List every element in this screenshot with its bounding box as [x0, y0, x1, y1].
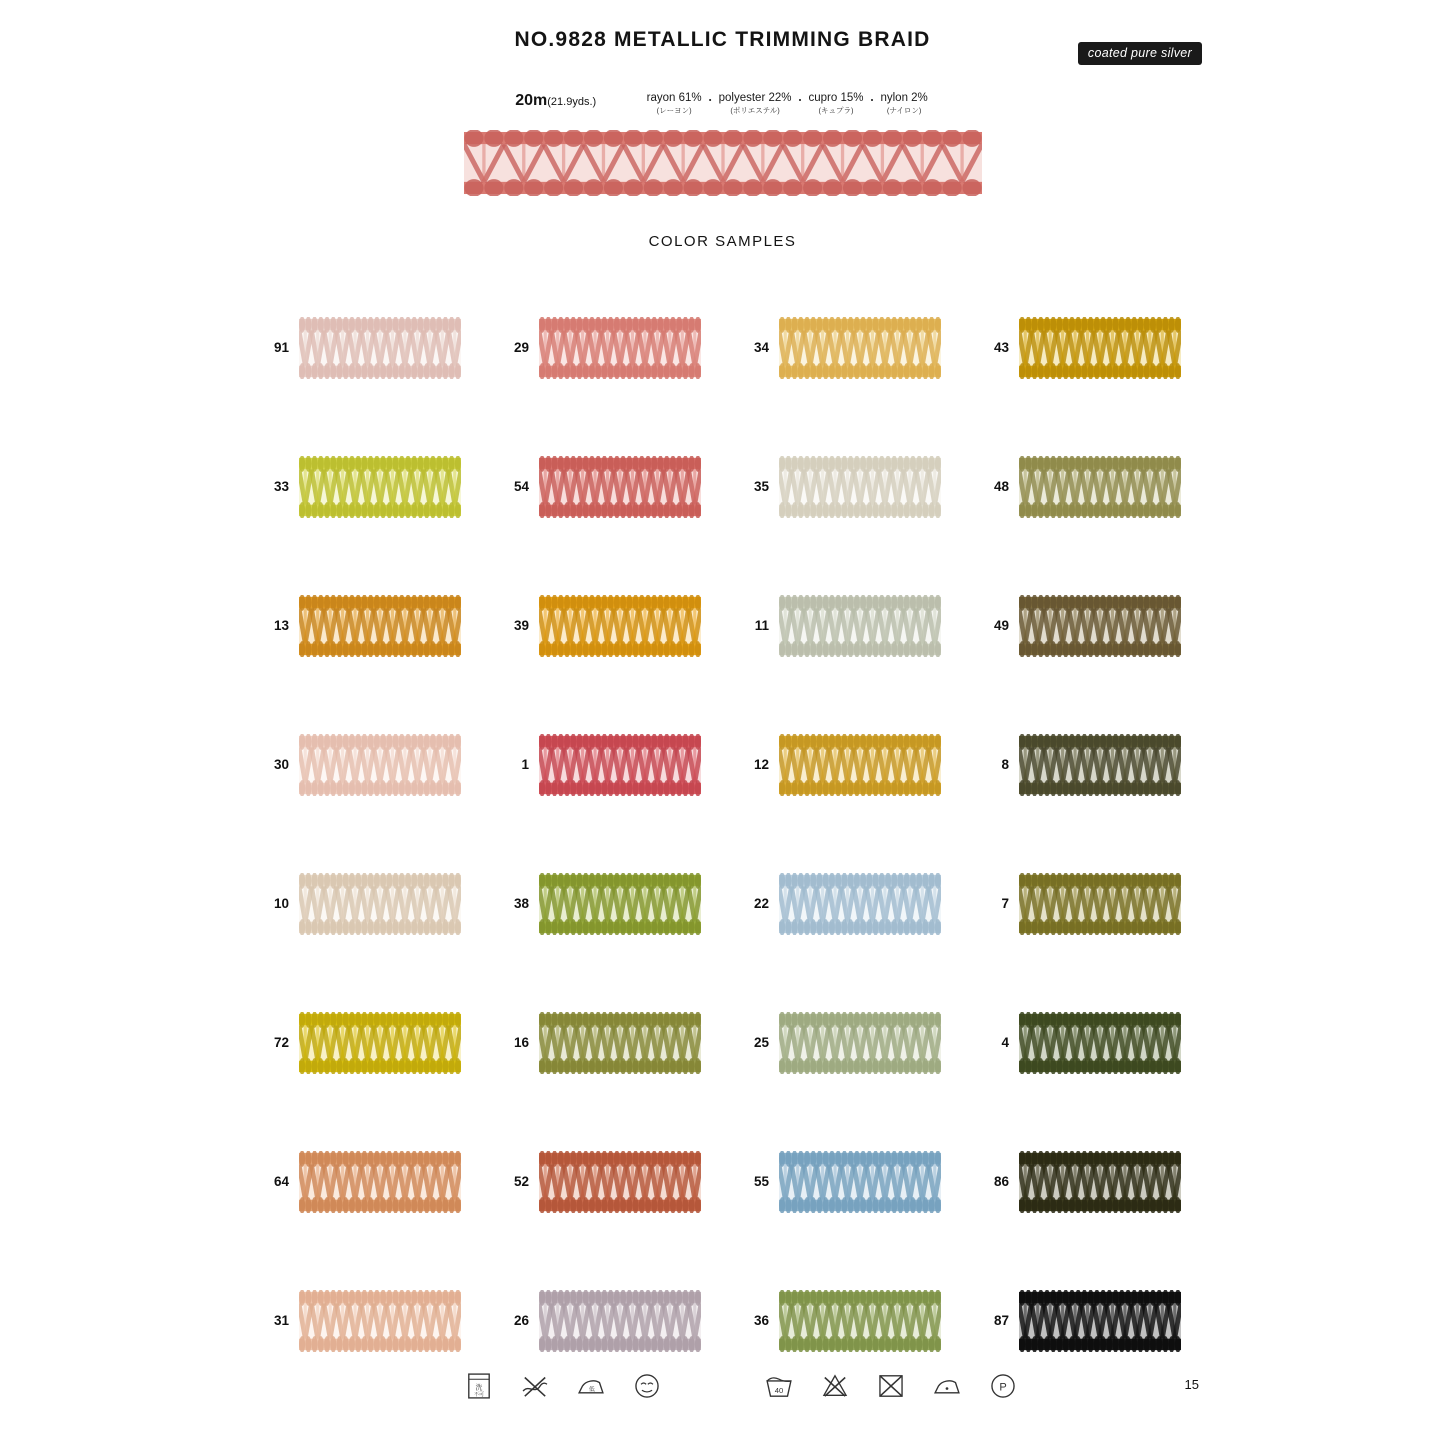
color-code-label: 55	[753, 1174, 769, 1189]
care-group-left	[462, 1369, 664, 1403]
color-code-label: 10	[273, 896, 289, 911]
color-swatch	[779, 456, 941, 518]
page-number: 15	[1184, 1377, 1199, 1392]
color-sample-72[interactable]	[243, 973, 483, 1112]
composition-name-jp: (ナイロン)	[886, 106, 922, 115]
color-sample-8[interactable]	[963, 695, 1203, 834]
color-swatch	[539, 1290, 701, 1352]
color-code-label: 8	[1001, 757, 1009, 772]
color-sample-49[interactable]	[963, 556, 1203, 695]
composition-name: polyester 22%	[718, 92, 792, 104]
color-code-label: 25	[753, 1035, 769, 1050]
color-sample-13[interactable]	[243, 556, 483, 695]
composition-separator: ・	[704, 95, 716, 107]
color-code-label: 87	[993, 1313, 1009, 1328]
color-code-label: 33	[273, 479, 289, 494]
color-code-label: 30	[273, 757, 289, 772]
color-sample-row	[243, 556, 1203, 695]
color-sample-29[interactable]	[483, 278, 723, 417]
color-code-label: 4	[1001, 1035, 1009, 1050]
color-code-label: 22	[753, 896, 769, 911]
color-sample-38[interactable]	[483, 834, 723, 973]
color-sample-48[interactable]	[963, 417, 1203, 556]
composition-item	[808, 92, 863, 116]
color-sample-34[interactable]	[723, 278, 963, 417]
care-group-right	[762, 1369, 1020, 1403]
color-sample-86[interactable]	[963, 1112, 1203, 1251]
color-sample-10[interactable]	[243, 834, 483, 973]
color-code-label: 26	[513, 1313, 529, 1328]
color-sample-4[interactable]	[963, 973, 1203, 1112]
composition-name-jp: (レーヨン)	[656, 106, 692, 115]
color-swatch	[299, 456, 461, 518]
composition-separator: ・	[794, 95, 806, 107]
page-title: NO.9828 METALLIC TRIMMING BRAID	[514, 28, 931, 51]
composition-list	[645, 92, 930, 116]
color-swatch	[779, 317, 941, 379]
color-code-label: 34	[753, 340, 769, 355]
color-sample-1[interactable]	[483, 695, 723, 834]
color-code-label: 38	[513, 896, 529, 911]
color-sample-30[interactable]	[243, 695, 483, 834]
color-sample-35[interactable]	[723, 417, 963, 556]
color-sample-row	[243, 834, 1203, 973]
color-code-label: 31	[273, 1313, 289, 1328]
color-swatch	[299, 595, 461, 657]
do-not-bleach-icon	[818, 1369, 852, 1403]
color-code-label: 48	[993, 479, 1009, 494]
color-sample-91[interactable]	[243, 278, 483, 417]
color-sample-54[interactable]	[483, 417, 723, 556]
color-swatch	[779, 1151, 941, 1213]
color-sample-grid	[243, 278, 1203, 1390]
color-code-label: 72	[273, 1035, 289, 1050]
color-code-label: 11	[754, 618, 769, 633]
spec-line	[0, 92, 1445, 116]
composition-item	[719, 92, 792, 116]
color-code-label: 36	[753, 1313, 769, 1328]
color-swatch	[299, 1151, 461, 1213]
color-swatch	[539, 734, 701, 796]
color-sample-row	[243, 278, 1203, 417]
status-badge: coated pure silver	[1078, 42, 1202, 65]
length-value: 20m(21.9yds.)	[515, 92, 597, 109]
svg-text:P: P	[999, 1381, 1007, 1394]
color-sample-row	[243, 417, 1203, 556]
color-swatch	[299, 873, 461, 935]
color-code-label: 7	[1001, 896, 1009, 911]
color-swatch	[539, 317, 701, 379]
color-code-label: 49	[993, 618, 1009, 633]
color-sample-43[interactable]	[963, 278, 1203, 417]
color-code-label: 12	[753, 757, 769, 772]
main-braid-sample	[464, 130, 982, 196]
color-sample-row	[243, 695, 1203, 834]
composition-name: cupro 15%	[808, 92, 864, 104]
color-sample-7[interactable]	[963, 834, 1203, 973]
color-swatch	[1019, 1012, 1181, 1074]
svg-text:低: 低	[588, 1387, 595, 1394]
color-swatch	[779, 1290, 941, 1352]
color-sample-16[interactable]	[483, 973, 723, 1112]
color-swatch	[1019, 1290, 1181, 1352]
color-code-label: 13	[273, 618, 289, 633]
color-swatch	[779, 1012, 941, 1074]
color-sample-39[interactable]	[483, 556, 723, 695]
color-swatch	[779, 873, 941, 935]
color-samples-heading: COLOR SAMPLES	[648, 233, 797, 250]
color-swatch	[539, 1151, 701, 1213]
care-symbols-row	[0, 1363, 1445, 1423]
color-swatch	[779, 734, 941, 796]
color-sample-25[interactable]	[723, 973, 963, 1112]
color-swatch	[539, 456, 701, 518]
color-sample-22[interactable]	[723, 834, 963, 973]
color-sample-row	[243, 1112, 1203, 1251]
color-code-label: 35	[753, 479, 769, 494]
composition-separator: ・	[866, 95, 878, 107]
color-swatch	[1019, 734, 1181, 796]
iron-low-icon	[574, 1369, 608, 1403]
composition-item	[880, 92, 927, 116]
composition-name: rayon 61%	[646, 92, 702, 104]
color-swatch	[539, 873, 701, 935]
color-swatch	[1019, 595, 1181, 657]
color-code-label: 1	[521, 757, 529, 772]
do-not-bleach-dry-icon	[462, 1369, 496, 1403]
color-swatch	[299, 1012, 461, 1074]
color-swatch	[299, 1290, 461, 1352]
iron-one-dot-icon	[930, 1369, 964, 1403]
do-not-wring-icon	[518, 1369, 552, 1403]
color-sample-12[interactable]	[723, 695, 963, 834]
svg-text:不可: 不可	[473, 1392, 485, 1399]
color-sample-11[interactable]	[723, 556, 963, 695]
color-sample-52[interactable]	[483, 1112, 723, 1251]
color-sample-55[interactable]	[723, 1112, 963, 1251]
color-swatch	[1019, 873, 1181, 935]
do-not-tumble-dry-icon	[874, 1369, 908, 1403]
color-swatch	[539, 1012, 701, 1074]
color-swatch	[1019, 1151, 1181, 1213]
composition-name: nylon 2%	[880, 92, 928, 104]
color-swatch	[539, 595, 701, 657]
color-code-label: 16	[513, 1035, 529, 1050]
color-code-label: 39	[513, 618, 529, 633]
color-swatch	[1019, 317, 1181, 379]
color-code-label: 52	[513, 1174, 529, 1189]
color-code-label: 54	[513, 479, 529, 494]
color-sample-33[interactable]	[243, 417, 483, 556]
color-code-label: 43	[993, 340, 1009, 355]
color-sample-64[interactable]	[243, 1112, 483, 1251]
svg-text:40: 40	[774, 1385, 784, 1395]
dryclean-p-icon	[986, 1369, 1020, 1403]
color-swatch	[299, 734, 461, 796]
composition-item	[647, 92, 702, 116]
hand-finish-icon	[630, 1369, 664, 1403]
color-code-label: 91	[273, 340, 289, 355]
color-code-label: 86	[993, 1174, 1009, 1189]
composition-name-jp: (ポリエステル)	[730, 106, 780, 115]
color-swatch	[299, 317, 461, 379]
color-code-label: 29	[513, 340, 529, 355]
wash-40-icon	[762, 1369, 796, 1403]
color-swatch	[779, 595, 941, 657]
color-swatch	[1019, 456, 1181, 518]
color-code-label: 64	[273, 1174, 289, 1189]
composition-name-jp: (キュプラ)	[818, 106, 854, 115]
color-sample-row	[243, 973, 1203, 1112]
svg-text:洗: 洗	[475, 1384, 483, 1392]
